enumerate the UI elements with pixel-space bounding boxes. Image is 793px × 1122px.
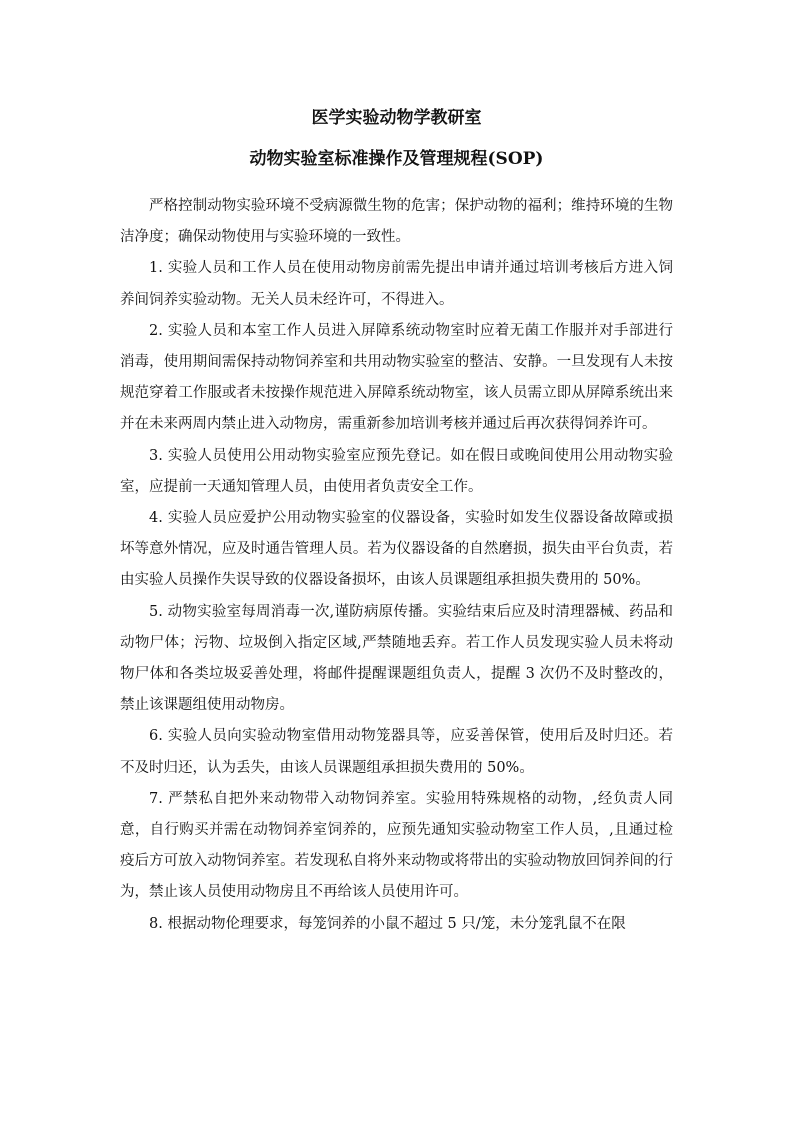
- document-body: [120, 191, 673, 940]
- paragraph-rule-1: 1. 实验人员和工作人员在使用动物房前需先提出申请并通过培训考核后方进入饲养间饲养实验动物。无关人员未经许可，不得进入。: [120, 260, 673, 308]
- paragraph-rule-7: 7. 严禁私自把外来动物带入动物饲养室。实验用特殊规格的动物，,经负责人同意，自行购买并需在动物饲养室饲养的，应预先通知实验动物室工作人员，,且通过检疫后方可放入动物饲养室。若发现私自将外来动物或将带出的实验动物放回饲养间的行为，禁止该人员使用动物房且不再给该人员使用许可。: [120, 790, 673, 901]
- paragraph-rule-8: 8. 根据动物伦理要求，每笼饲养的小鼠不超过 5 只/笼，未分笼乳鼠不在限: [149, 915, 626, 932]
- paragraph-rule-4: 4. 实验人员应爱护公用动物实验室的仪器设备，实验时如发生仪器设备故障或损坏等意外情况，应及时通告管理人员。若为仪器设备的自然磨损，损失由平台负责，若由实验人员操作失误导致的仪器设备损坏，由该人员课题组承担损失费用的 50%。: [120, 510, 673, 589]
- paragraph-rule-5: 5. 动物实验室每周消毒一次,谨防病原传播。实验结束后应及时清理器械、药品和动物尸体；污物、垃圾倒入指定区域,严禁随地丢弃。若工作人员发现实验人员未将动物尸体和各类垃圾妥善处理，将邮件提醒课题组负责人，提醒 3 次仍不及时整改的，禁止该课题组使用动物房。: [120, 603, 673, 714]
- document-title: 动物实验室标准操作及管理规程(SOP): [249, 149, 544, 169]
- paragraph-rule-3: 3. 实验人员使用公用动物实验室应预先登记。如在假日或晚间使用公用动物实验室，应提前一天通知管理人员，由使用者负责安全工作。: [120, 447, 673, 495]
- org-heading: 医学实验动物学教研室: [311, 108, 482, 128]
- paragraph-intro: 严格控制动物实验环境不受病源微生物的危害；保护动物的福利；维持环境的生物洁净度；确保动物使用与实验环境的一致性。: [120, 198, 673, 246]
- paragraph-rule-6: 6. 实验人员向实验动物室借用动物笼器具等，应妥善保管，使用后及时归还。若不及时归还，认为丢失，由该人员课题组承担损失费用的 50%。: [120, 728, 673, 776]
- paragraph-rule-2: 2. 实验人员和本室工作人员进入屏障系统动物室时应着无菌工作服并对手部进行消毒，使用期间需保持动物饲养室和共用动物实验室的整洁、安静。一旦发现有人未按规范穿着工作服或者未按操作规范进入屏障系统动物室，该人员需立即从屏障系统出来并在未来两周内禁止进入动物房，需重新参加培训考核并通过后再次获得饲养许可。: [120, 322, 673, 433]
